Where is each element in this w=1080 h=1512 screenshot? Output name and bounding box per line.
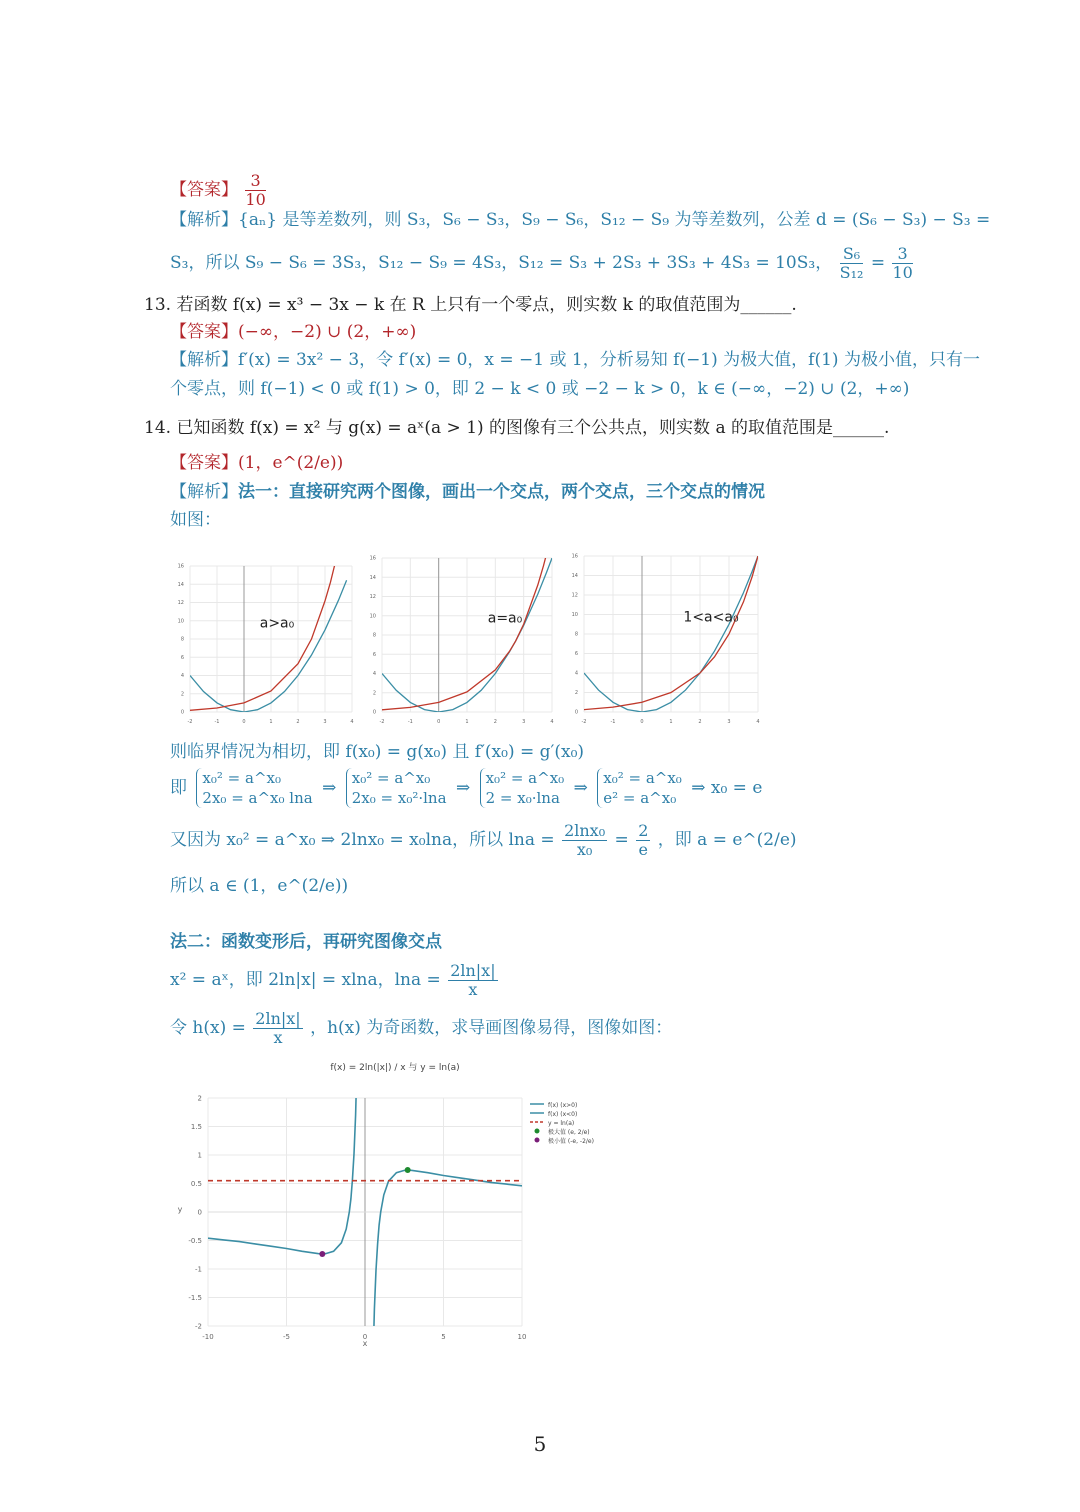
x-tick-label: 1: [669, 719, 673, 725]
y-tick-label: 6: [372, 651, 376, 658]
y-tick-label: 4: [180, 673, 184, 680]
q13-answer: [170, 320, 416, 344]
answer-tag: 【答案】: [170, 180, 238, 200]
x-tick-label: -1: [407, 719, 413, 725]
h-function-chart: [170, 1058, 620, 1352]
q13-question: 13. 若函数 f(x) = x³ − 3x − k 在 R 上只有一个零点，则实数 k 的取值范围为______.: [144, 295, 797, 315]
y-tick-label: 12: [571, 592, 578, 599]
y-tick-label: 14: [571, 573, 578, 580]
q12-analysis-text-2: S₃，所以 S₉ − S₆ = 3S₃，S₁₂ − S₉ = 4S₃，S₁₂ = S₃ + 2S₃ + 3S₃ + 4S₃ = 10S₃，: [170, 253, 833, 273]
y-tick-label: 8: [372, 632, 376, 639]
fraction-numerator: S₆: [840, 245, 864, 264]
x0-result: ⇒ x₀ = e: [691, 778, 763, 798]
y-tick-label: -2: [195, 1322, 202, 1331]
y-tick-label: 4: [574, 670, 578, 677]
method2-text-2a: 令 h(x) =: [170, 1018, 246, 1038]
fraction-numerator: 2ln|x|: [450, 961, 496, 980]
method2-line-2: [170, 1010, 672, 1047]
y-tick-label: 0: [180, 709, 184, 716]
y-tick-label: 10: [177, 618, 184, 625]
system-2-eq-b: 2x₀ = x₀²·lna: [351, 789, 447, 807]
x-tick-label: -5: [283, 1333, 290, 1341]
y-tick-label: 10: [369, 613, 376, 620]
method2-title: 法二：函数变形后，再研究图像交点: [170, 932, 442, 952]
because-end: ，即 a = e^(2/e): [657, 830, 797, 850]
method2-fraction-2: [253, 1010, 302, 1047]
x-tick-label: 10: [517, 1333, 527, 1341]
fraction-numerator: 2: [638, 821, 649, 840]
system-4-eq-b: e² = a^x₀: [603, 789, 677, 807]
x-tick-label: 2: [296, 719, 300, 725]
because-text: 又因为 x₀² = a^x₀ ⇒ 2lnx₀ = x₀lna，所以 lna =: [170, 830, 555, 850]
legend-marker: [535, 1129, 540, 1134]
y-tick-label: 2: [197, 1094, 202, 1103]
because-fraction-1: [562, 822, 607, 859]
y-tick-label: 12: [177, 600, 184, 607]
fraction-numerator: 2lnx₀: [564, 821, 606, 840]
extremum-point-1: [319, 1251, 325, 1257]
y-tick-label: 0: [574, 709, 578, 716]
legend-label: f(x) (x<0): [548, 1111, 578, 1118]
equation-systems: [170, 768, 762, 808]
answer-tag: 【答案】: [170, 322, 238, 342]
y-tick-label: 4: [372, 671, 376, 678]
x-axis-label: x: [362, 1339, 368, 1348]
system-3-eq-a: x₀² = a^x₀: [485, 769, 565, 787]
fraction-numerator: 2ln|x|: [255, 1009, 301, 1028]
chart-a-less-svg: [566, 546, 766, 730]
y-tick-label: 1.5: [190, 1122, 202, 1131]
h-function-chart-svg: [170, 1058, 620, 1348]
y-tick-label: 0.5: [190, 1179, 202, 1188]
equals-sign: =: [614, 830, 629, 850]
system-2: [346, 768, 447, 808]
as-shown-label: 如图：: [170, 510, 221, 530]
ji-label: 即: [170, 778, 187, 798]
y-tick-label: 16: [369, 555, 376, 562]
system-2-eq-a: x₀² = a^x₀: [351, 769, 431, 787]
q13-analysis-text-1: f′(x) = 3x² − 3，令 f′(x) = 0，x = −1 或 1，分析易知 f(−1) 为极大值，f(1) 为极小值，只有一: [238, 350, 980, 370]
q12-ratio-value: [892, 245, 912, 282]
x-tick-label: -2: [187, 719, 193, 725]
chart-a-equal: [364, 548, 560, 734]
x-tick-label: -1: [610, 719, 616, 725]
x-tick-label: -2: [581, 719, 587, 725]
fraction-denominator: x₀: [576, 840, 593, 859]
q12-answer-fraction: [245, 172, 265, 209]
y-tick-label: 2: [574, 690, 578, 697]
curve-annotation: a=a₀: [487, 610, 523, 627]
y-tick-label: 0: [372, 709, 376, 716]
legend-marker: [535, 1138, 540, 1143]
system-3-eq-b: 2 = x₀·lna: [485, 789, 560, 807]
y-tick-label: 2: [180, 691, 184, 698]
system-4: [597, 768, 682, 808]
analysis-tag: 【解析】: [170, 482, 238, 502]
y-tick-label: 16: [177, 563, 184, 570]
series-line-1: [190, 556, 339, 710]
y-tick-label: 12: [369, 594, 376, 601]
fraction-numerator: 3: [892, 245, 912, 264]
series-line-0: [372, 1170, 522, 1348]
x-tick-label: 0: [242, 719, 246, 725]
y-tick-label: -0.5: [188, 1236, 202, 1245]
answer-tag: 【答案】: [170, 453, 238, 473]
method2-text-1: x² = aˣ，即 2ln|x| = xlna，lna =: [170, 970, 441, 990]
method2-fraction-1: [448, 962, 497, 999]
q13-analysis-line-1: [170, 348, 980, 372]
x-tick-label: 1: [465, 719, 469, 725]
fraction-denominator: x: [468, 980, 478, 999]
curve-annotation: a>a₀: [259, 615, 295, 632]
y-tick-label: -1.5: [188, 1293, 202, 1302]
legend-label: f(x) (x>0): [548, 1102, 578, 1109]
x-tick-label: 0: [640, 719, 644, 725]
analysis-tag: 【解析】: [170, 350, 238, 370]
q14-answer: [170, 451, 343, 475]
q14-question: 14. 已知函数 f(x) = x² 与 g(x) = aˣ(a > 1) 的图像有三个公共点，则实数 a 的取值范围是______.: [144, 418, 890, 438]
system-3: [480, 768, 565, 808]
q14-method1-heading: [170, 480, 765, 504]
y-tick-label: 0: [197, 1208, 202, 1217]
y-tick-label: 1: [197, 1151, 202, 1160]
fraction-denominator: 10: [892, 263, 913, 282]
y-tick-label: 8: [180, 636, 184, 643]
implies-arrow: ⇒: [455, 778, 471, 798]
method2-line-1: [170, 962, 500, 999]
fraction-denominator: e: [638, 840, 649, 859]
x-tick-label: 3: [727, 719, 731, 725]
x-tick-label: 4: [756, 719, 760, 725]
y-tick-label: 14: [177, 581, 184, 588]
y-axis-label: y: [177, 1205, 183, 1214]
x-tick-label: -2: [379, 719, 385, 725]
q13-answer-value: (−∞，−2) ∪ (2，+∞): [238, 322, 417, 342]
x-tick-label: 3: [522, 719, 526, 725]
chart-a-equal-svg: [364, 548, 560, 730]
legend-label: y = ln(a): [548, 1120, 575, 1127]
x-tick-label: 5: [441, 1333, 446, 1341]
y-tick-label: 6: [574, 651, 578, 658]
x-tick-label: 3: [323, 719, 327, 725]
method1-title: 法一：直接研究两个图像，画出一个交点，两个交点，三个交点的情况: [238, 482, 765, 502]
x-tick-label: 2: [698, 719, 702, 725]
series-line-1: [208, 1058, 358, 1254]
y-tick-label: 2: [372, 690, 376, 697]
y-tick-label: 8: [574, 631, 578, 638]
q12-answer: [170, 172, 268, 209]
y-tick-label: 14: [369, 574, 376, 581]
q12-analysis-line-1: [170, 208, 990, 232]
q14-answer-value: (1，e^(2/e)): [238, 453, 344, 473]
q12-analysis-line-2: [170, 245, 915, 282]
page-number: 5: [533, 1432, 547, 1456]
fraction-denominator: S₁₂: [839, 263, 864, 282]
system-1-eq-a: x₀² = a^x₀: [202, 769, 281, 787]
analysis-tag: 【解析】: [170, 210, 238, 230]
legend-label: 极大值 (e, 2/e): [548, 1129, 590, 1136]
legend-label: 极小值 (-e, -2/e): [548, 1138, 594, 1145]
y-tick-label: 6: [180, 654, 184, 661]
implies-arrow: ⇒: [322, 778, 337, 798]
q13-analysis-line-2: 个零点，则 f(−1) < 0 或 f(1) > 0，即 2 − k < 0 或 −2 − k > 0，k ∈ (−∞，−2) ∪ (2，+∞): [170, 379, 910, 399]
q12-analysis-text-1: {aₙ} 是等差数列，则 S₃，S₆ − S₃，S₉ − S₆，S₁₂ − S₉ 为等差数列，公差 d = (S₆ − S₃) − S₃ =: [238, 210, 991, 230]
so-range: 所以 a ∈ (1，e^(2/e)): [170, 876, 349, 896]
x-tick-label: 1: [269, 719, 273, 725]
x-tick-label: 0: [437, 719, 441, 725]
system-1: [196, 768, 312, 808]
x-tick-label: 0: [362, 1333, 368, 1341]
fraction-denominator: 10: [245, 190, 266, 209]
chart-a-less: [566, 546, 766, 734]
y-tick-label: -1: [195, 1265, 202, 1274]
x-tick-label: -1: [214, 719, 220, 725]
because-fraction-2: [636, 822, 650, 859]
fraction-denominator: x: [273, 1028, 283, 1047]
critical-condition: 则临界情况为相切，即 f(x₀) = g(x₀) 且 f′(x₀) = g′(x₀): [170, 742, 585, 762]
implies-arrow: ⇒: [573, 778, 588, 798]
fraction-numerator: 3: [245, 172, 265, 191]
chart-a-greater-svg: [172, 556, 360, 730]
x-tick-label: 2: [493, 719, 497, 725]
curve-annotation: 1<a<a₀: [683, 609, 739, 626]
equals-sign: =: [870, 253, 886, 273]
chart-title: f(x) = 2ln(|x|) / x 与 y = ln(a): [330, 1063, 460, 1073]
because-line: [170, 822, 797, 859]
q12-ratio-fraction: [840, 245, 864, 282]
x-tick-label: 4: [550, 719, 554, 725]
method2-text-2b: ，h(x) 为奇函数，求导画图像易得，图像如图：: [310, 1018, 673, 1038]
system-4-eq-a: x₀² = a^x₀: [603, 769, 682, 787]
chart-a-greater: [172, 556, 360, 734]
x-tick-label: 4: [350, 719, 354, 725]
x-tick-label: -10: [202, 1333, 214, 1341]
y-tick-label: 10: [571, 612, 578, 619]
y-tick-label: 16: [571, 553, 578, 560]
system-1-eq-b: 2x₀ = a^x₀ lna: [202, 789, 313, 807]
extremum-point-0: [405, 1167, 411, 1173]
